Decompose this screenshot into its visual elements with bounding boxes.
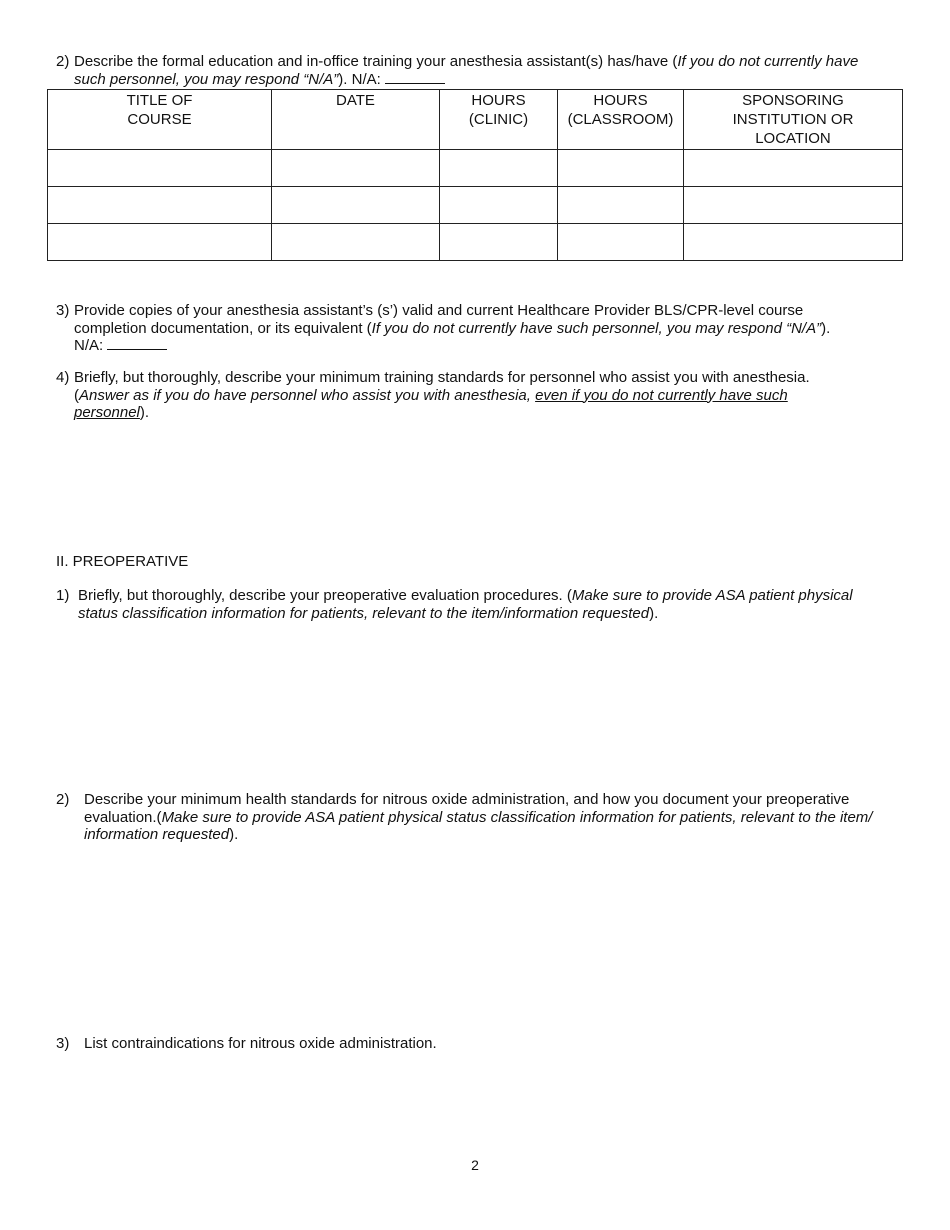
na-blank[interactable] [107, 337, 167, 350]
table-cell[interactable] [684, 187, 903, 224]
question-number: 4) [56, 369, 70, 386]
col-header-hours-classroom: HOURS (CLASSROOM) [558, 90, 684, 150]
table-cell[interactable] [440, 187, 558, 224]
table-cell[interactable] [440, 224, 558, 261]
table-cell[interactable] [272, 224, 440, 261]
section-heading: II. PREOPERATIVE [56, 553, 189, 570]
table-header-row [48, 90, 903, 150]
table-cell[interactable] [684, 224, 903, 261]
table-cell[interactable] [272, 187, 440, 224]
question-text: Provide copies of your anesthesia assistant’s (s’) valid and current Healthcare Provider BLS/CPR-level course completion documentation, or its equivalent (If you do not currently have such personnel, you may respond “N/A”). N/A: [74, 302, 831, 354]
col-header-hours-clinic: HOURS (CLINIC) [440, 90, 558, 150]
table-cell[interactable] [558, 187, 684, 224]
table-cell[interactable] [558, 224, 684, 261]
table-cell[interactable] [48, 224, 272, 261]
question-number: 1) [56, 587, 70, 604]
na-blank[interactable] [385, 71, 445, 84]
question-text: List contraindications for nitrous oxide administration. [84, 1035, 437, 1052]
question-text: Briefly, but thoroughly, describe your minimum training standards for personnel who assist you with anesthesia. (Answer as if you do have personnel who assist you with anesthesia, even if you do not currently have such personnel). [74, 369, 810, 421]
table-row [48, 187, 903, 224]
training-table [47, 89, 903, 261]
col-header-sponsoring: SPONSORING INSTITUTION OR LOCATION [684, 90, 903, 150]
table-row [48, 150, 903, 187]
question-text: Describe your minimum health standards for nitrous oxide administration, and how you document your preoperative evaluation.(Make sure to provide ASA patient physical status classification information for patients, relevant to the item/ information requested). [84, 791, 873, 843]
table-cell[interactable] [440, 150, 558, 187]
question-text: Briefly, but thoroughly, describe your preoperative evaluation procedures. (Make sure to provide ASA patient physical status classification information for patients, relevant to the item/information requested). [78, 587, 853, 622]
table-cell[interactable] [684, 150, 903, 187]
question-number: 3) [56, 302, 70, 319]
page-number: 2 [471, 1157, 479, 1173]
table-cell[interactable] [48, 150, 272, 187]
col-header-title: TITLE OF COURSE [48, 90, 272, 150]
table-cell[interactable] [48, 187, 272, 224]
table-cell[interactable] [558, 150, 684, 187]
table-cell[interactable] [272, 150, 440, 187]
question-number: 3) [56, 1035, 70, 1052]
question-text: Describe the formal education and in-office training your anesthesia assistant(s) has/have (If you do not currently have such personnel, you may respond “N/A”). N/A: [74, 53, 859, 88]
question-number: 2) [56, 791, 70, 808]
table-row [48, 224, 903, 261]
question-number: 2) [56, 53, 70, 70]
col-header-date: DATE [272, 90, 440, 150]
